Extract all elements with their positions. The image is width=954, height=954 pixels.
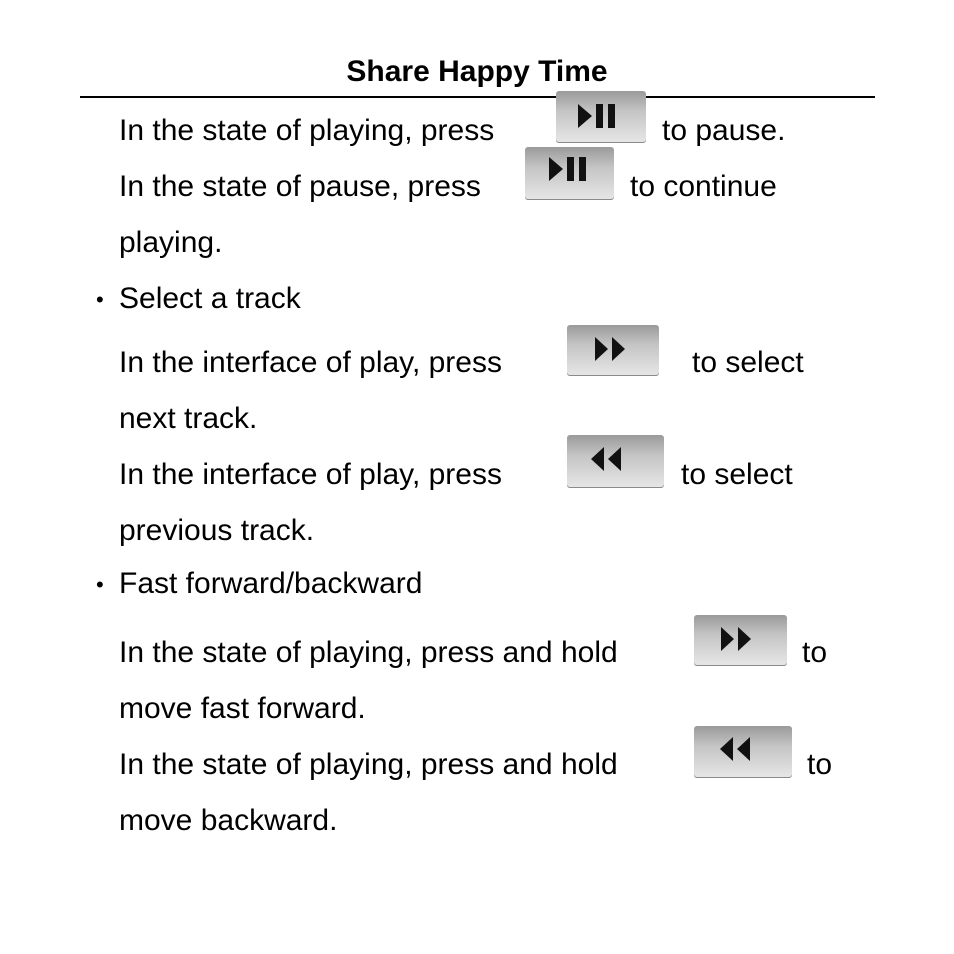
fast-backward-text: In the state of playing, press and hold xyxy=(119,748,618,781)
previous-track-button xyxy=(567,435,664,488)
play-pause-icon xyxy=(525,147,614,200)
continue-text: In the state of pause, press xyxy=(119,170,481,203)
fast-forward-text-after: to xyxy=(802,636,828,669)
fast-forward-text: In the state of playing, press and hold xyxy=(119,636,618,669)
section-heading-fast-forward-backward: Fast forward/backward xyxy=(119,567,423,600)
header-divider xyxy=(80,96,875,98)
next-track-text: In the interface of play, press xyxy=(119,346,502,379)
fast-backward-button xyxy=(694,726,792,778)
fast-forward-button xyxy=(694,615,787,666)
next-track-text-after: to select xyxy=(692,346,804,379)
previous-track-text-cont: previous track. xyxy=(119,514,315,547)
continue-text-cont: playing. xyxy=(119,226,223,259)
next-track-button xyxy=(567,325,659,376)
bullet: • xyxy=(96,572,104,597)
previous-track-icon xyxy=(567,435,664,488)
pause-text-after: to pause. xyxy=(662,114,786,147)
pause-text: In the state of playing, press xyxy=(119,114,495,147)
play-pause-button xyxy=(525,147,614,200)
play-pause-icon xyxy=(556,91,646,143)
next-track-icon xyxy=(567,325,659,376)
section-heading-select-track: Select a track xyxy=(119,282,301,315)
page-title: Share Happy Time xyxy=(346,55,608,88)
fast-backward-icon xyxy=(694,726,792,778)
fast-forward-icon xyxy=(694,615,787,666)
previous-track-text: In the interface of play, press xyxy=(119,458,502,491)
next-track-text-cont: next track. xyxy=(119,402,258,435)
fast-backward-text-cont: move backward. xyxy=(119,804,338,837)
previous-track-text-after: to select xyxy=(681,458,793,491)
play-pause-button xyxy=(556,91,646,143)
continue-text-after: to continue xyxy=(630,170,777,203)
bullet: • xyxy=(96,287,104,312)
fast-backward-text-after: to xyxy=(807,748,833,781)
fast-forward-text-cont: move fast forward. xyxy=(119,692,366,725)
